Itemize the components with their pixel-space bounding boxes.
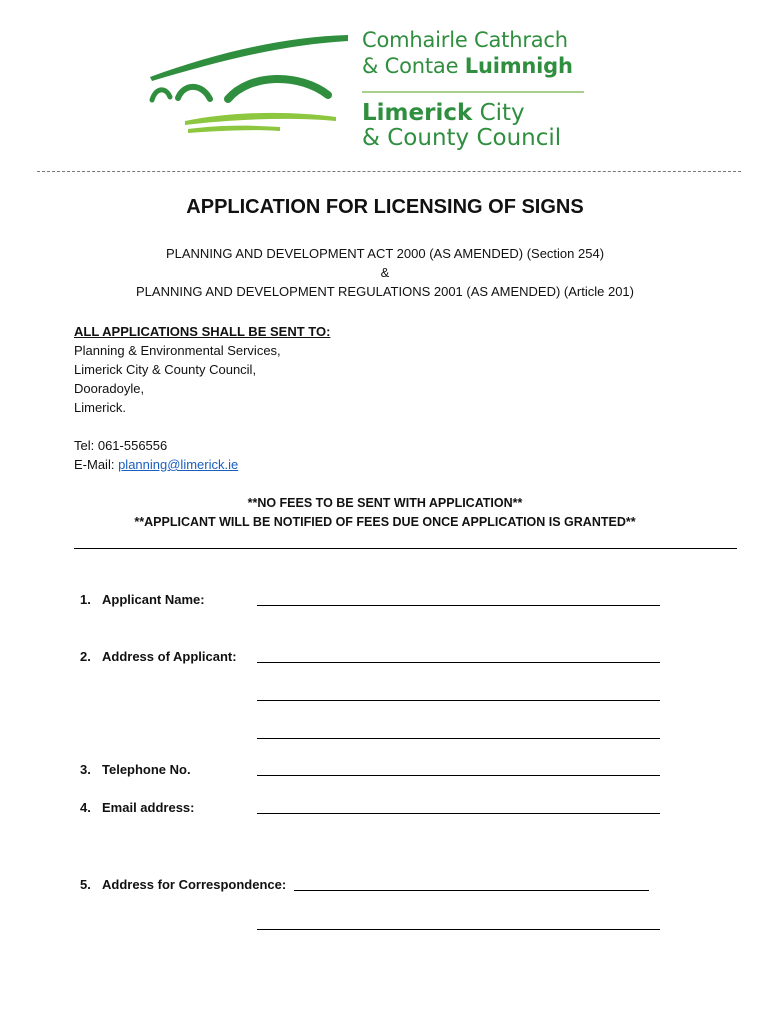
applicant-address-input-line-1[interactable] xyxy=(257,662,660,663)
field-label-email xyxy=(80,800,195,815)
field-label-correspondence xyxy=(80,877,286,892)
telephone: Tel: 061-556556 xyxy=(74,438,168,453)
org-irish-line1: Comhairle Cathrach xyxy=(362,28,568,52)
telephone-input-line[interactable] xyxy=(257,775,660,776)
notice-no-fees: **NO FEES TO BE SENT WITH APPLICATION** xyxy=(247,496,523,510)
applicant-name-input-line[interactable] xyxy=(257,605,660,606)
applicant-address-input-line-2[interactable] xyxy=(257,700,660,701)
org-irish-line2-prefix: & Contae xyxy=(362,54,459,78)
field-label-text: Telephone No. xyxy=(102,762,191,777)
logo-divider xyxy=(362,91,584,93)
email-input-line[interactable] xyxy=(257,813,660,814)
field-label-text: Email address: xyxy=(102,800,195,815)
field-label-text: Address of Applicant: xyxy=(102,649,237,664)
send-to-heading: ALL APPLICATIONS SHALL BE SENT TO: xyxy=(74,324,331,339)
page-title: APPLICATION FOR LICENSING OF SIGNS xyxy=(186,196,584,218)
subtitle-ampersand: & xyxy=(380,265,390,280)
correspondence-input-line-2[interactable] xyxy=(257,929,660,930)
subtitle-act: PLANNING AND DEVELOPMENT ACT 2000 (AS AMENDED) (Section 254) xyxy=(165,246,605,261)
address-line: Limerick. xyxy=(74,400,127,415)
field-label-text: Applicant Name: xyxy=(102,592,205,607)
org-english-line2: & County Council xyxy=(362,125,562,151)
org-english-line1-bold: Limerick xyxy=(362,100,473,126)
logo-water-2 xyxy=(188,126,280,133)
field-number: 3. xyxy=(80,762,91,777)
field-number: 1. xyxy=(80,592,91,607)
subtitle-regulations: PLANNING AND DEVELOPMENT REGULATIONS 2001 (AS AMENDED) (Article 201) xyxy=(136,284,634,299)
address-line: Planning & Environmental Services, xyxy=(74,343,281,358)
field-number: 5. xyxy=(80,877,91,892)
field-label-telephone xyxy=(80,762,191,777)
logo-bridge-span xyxy=(150,35,348,81)
logo-arch-2 xyxy=(178,87,210,99)
address-line: Limerick City & County Council, xyxy=(74,362,257,377)
field-label-text: Address for Correspondence: xyxy=(102,877,287,892)
logo-arch-3 xyxy=(228,79,328,99)
field-number: 4. xyxy=(80,800,91,815)
org-english-line1 xyxy=(362,100,525,126)
council-logo-graphic xyxy=(140,25,355,145)
send-to-block xyxy=(74,322,330,474)
header-divider xyxy=(37,171,741,172)
notice-fees-due: **APPLICANT WILL BE NOTIFIED OF FEES DUE ONCE APPLICATION IS GRANTED** xyxy=(134,515,636,529)
email-link[interactable]: planning@limerick.ie xyxy=(118,457,239,472)
correspondence-input-line-1[interactable] xyxy=(294,890,649,891)
org-english-line1-rest: City xyxy=(479,100,525,126)
email-label: E-Mail: xyxy=(74,457,115,472)
field-number: 2. xyxy=(80,649,91,664)
org-irish-line2 xyxy=(362,54,573,78)
address-line: Dooradoyle, xyxy=(74,381,145,396)
logo-arch-1 xyxy=(152,90,170,100)
field-label-applicant-address xyxy=(80,649,237,664)
applicant-address-input-line-3[interactable] xyxy=(257,738,660,739)
org-irish-line2-bold: Luimnigh xyxy=(464,54,573,78)
field-label-applicant-name xyxy=(80,592,205,607)
logo-water-1 xyxy=(185,113,336,125)
email-row xyxy=(74,455,330,474)
section-divider xyxy=(74,548,737,549)
